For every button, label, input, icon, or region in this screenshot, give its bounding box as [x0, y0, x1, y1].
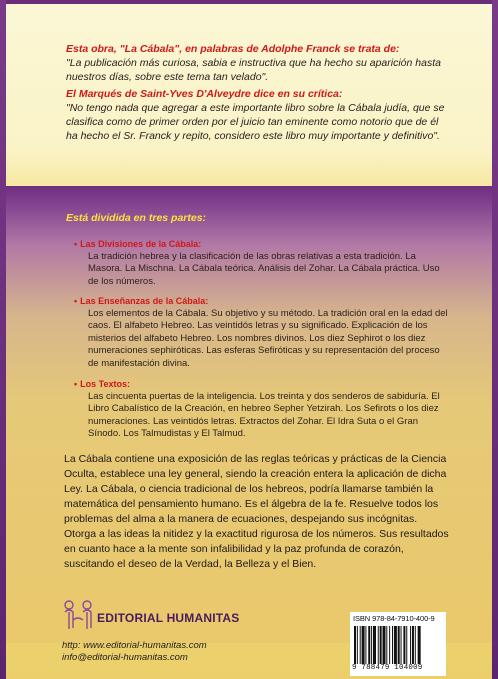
barcode-bar [371, 626, 372, 664]
publisher-name: EDITORIAL HUMANITAS [97, 611, 240, 625]
barcode-bar [418, 626, 421, 664]
barcode-bar [368, 626, 370, 664]
alveydre-quote: "No tengo nada que agregar a este importante libro sobre la Cábala judía, que se clasifica como de primer orden por el juicio tan eminente como notorio que de él ha hecho el Sr. Franck y repito, considero este libro muy importante y definitivo". [66, 102, 445, 142]
barcode-bar [362, 626, 365, 664]
right-frame [492, 0, 498, 679]
section-title: • Las Enseñanzas de la Cábala: [74, 295, 449, 308]
publisher-contact [62, 640, 207, 664]
section-title: • Las Divisiones de la Cábala: [74, 238, 449, 251]
intro-heading-alveydre: El Marqués de Saint-Yves D'Alveydre dice en su crítica: [66, 88, 343, 100]
intro-block [66, 42, 446, 146]
barcode-bar [398, 626, 400, 664]
section-divisiones [74, 238, 449, 288]
parts-title: Está dividida en tres partes: [66, 212, 207, 224]
main-description: La Cábala contiene una exposición de las reglas teóricas y prácticas de la Ciencia Oculta, establece una ley general, siendo la creación entera la aplicación de dicha Ley. La Cábala, o ciencia tradicional de los hebreos, podría llamarse también la matemática del pensamiento humano. Es el álgebra de la fe. Resuelve todos los problemas del alma a la manera de ecuaciones, despejando sus incógnitas. Otorga a las ideas la nitidez y la exactitud rigurosa de los números. Sus resultados en cuanto hace a la mente son infalibilidad y la paz profunda de corazón, suscitando el deseo de la Verdad, la Belleza y el Bien. [64, 453, 449, 570]
barcode-bar [394, 626, 397, 664]
barcode-bar [357, 626, 358, 664]
section-body: Los elementos de la Cábala. Su objetivo y su método. La tradición oral en la edad del caos. El alfabeto Hebreo. Las veintidós letras y su significado. Explicación de los misterios del alfabeto Hebreo. Los nombres divinos. Los diez Sephirot o los diez numeraciones sephiróticas. Las esferas Sefiróticas y su representación del proceso de manifestación divina. [88, 307, 448, 369]
barcode-bar [360, 626, 361, 664]
barcode-bar [389, 626, 390, 664]
barcode-bar [392, 626, 393, 664]
publisher-website: http: www.editorial-humanitas.com [62, 640, 207, 651]
publisher-email: info@editorial-humanitas.com [62, 652, 188, 663]
franck-quote: "La publicación más curiosa, sabia e instructiva que ha hecho su aparición hasta nuestros días, sobre este tema tan velado". [66, 57, 441, 83]
barcode-bar [410, 626, 411, 664]
barcode-bar [380, 626, 382, 664]
top-frame [0, 0, 498, 4]
section-title: • Los Textos: [74, 378, 449, 391]
barcode-bar [378, 626, 379, 664]
barcode-bar [373, 626, 376, 664]
section-ensenanzas [74, 295, 449, 371]
intro-heading-franck: Esta obra, "La Cábala", en palabras de Adolphe Franck se trata de: [66, 43, 400, 55]
barcode-bar [354, 626, 356, 664]
barcode-bar [401, 626, 402, 664]
section-textos [74, 378, 449, 441]
barcode-bar [383, 626, 386, 664]
barcode-bar [403, 626, 405, 664]
section-body: Las cincuenta puertas de la inteligencia. Los treinta y dos senderos de sabiduría. El Libro Cabalístico de la Creación, en hebreo Sepher Yetzirah. Los Sefirots o los diez numeraciones. Las veintidós letras. Extractos del Zohar. El Idra Suta o el Gran Sínodo. Los Talmudistas y El Talmud. [88, 390, 440, 440]
barcode-digits: 9 788479 104009 [352, 664, 423, 672]
isbn-label: ISBN 978-84-7910-400-9 [353, 614, 435, 623]
barcode-bar [412, 626, 414, 664]
section-body: La tradición hebrea y la clasificación de las obras relativas a esta tradición. La Masora. La Mischna. La Cábala teórica. Análisis del Zohar. La Cábala práctica. Uso de los números. [88, 250, 440, 287]
barcode-bar [406, 626, 407, 664]
barcode [354, 626, 442, 664]
barcode-bar [365, 626, 366, 664]
barcode-bar [415, 626, 416, 664]
barcode-bar [386, 626, 387, 664]
